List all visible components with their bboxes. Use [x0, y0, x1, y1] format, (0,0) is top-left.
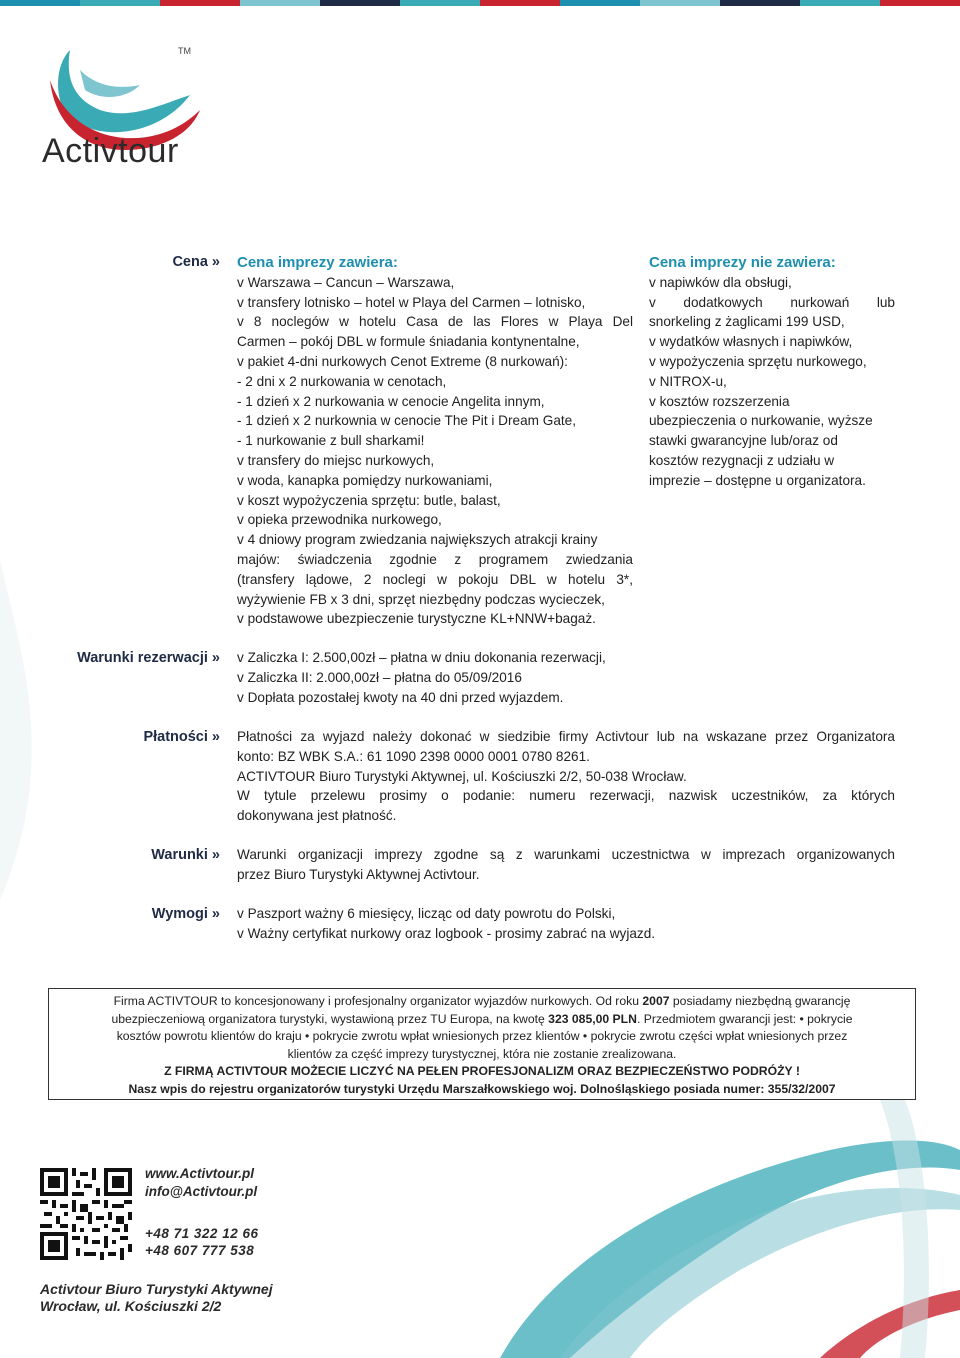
includes-line: - 1 nurkowanie z bull sharkami!: [237, 433, 425, 449]
includes-line: v Warszawa – Cancun – Warszawa,: [237, 274, 455, 290]
notice-line: Firma ACTIVTOUR to koncesjonowany i profesjonalny organizator wyjazdów nurkowych. Od roku 2007 posiadamy niezbędną gwarancję: [113, 994, 851, 1008]
warunki-line: Warunki organizacji imprezy zgodne są z warunkami uczestnictwa w imprezach organizowanych: [237, 847, 895, 862]
excludes-heading: Cena imprezy nie zawiera:: [649, 254, 836, 271]
rezerwacja-line: v Zaliczka II: 2.000,00zł – płatna do 05/09/2016: [237, 669, 522, 685]
cena-includes-block: [237, 253, 633, 629]
cena-excludes-block: [649, 253, 895, 491]
excludes-line: ubezpieczenia o nurkowanie, wyższe: [649, 413, 873, 429]
notice-line: klientów za część imprezy turystycznej, która nie zostanie zrealizowana.: [287, 1046, 677, 1061]
excludes-line: stawki gwarancyjne lub/oraz od: [649, 433, 838, 449]
includes-line: v koszt wypożyczenia sprzętu: butle, balast,: [237, 492, 501, 508]
notice-line: ubezpieczeniową organizatora turystyki, wystawioną przez TU Europa, na kwotę 323 085,00 PLN. Przedmiotem gwarancji jest: • pokrycie: [111, 1011, 853, 1026]
phone-2: +48 607 777 538: [145, 1243, 255, 1258]
section-label-platnosci: Płatności »: [143, 729, 220, 745]
notice-registry: Nasz wpis do rejestru organizatorów turystyki Urzędu Marszałkowskiego woj. Dolnośląskiego posiada numer: 355/32/2007: [128, 1081, 836, 1096]
includes-line: wyżywienie FB x 3 dni, sprzęt niezbędny podczas wycieczek,: [237, 591, 605, 607]
platnosci-line: ACTIVTOUR Biuro Turystyki Aktywnej, ul. Kościuszki 2/2, 50-038 Wrocław.: [237, 768, 687, 784]
top-color-bar: [0, 0, 960, 6]
platnosci-line: konto: BZ WBK S.A.: 61 1090 2398 0000 0001 0780 8261.: [237, 748, 590, 764]
section-label-wymogi: Wymogi »: [151, 906, 220, 922]
includes-line: - 1 dzień x 2 nurkowania w cenocie Angelita innym,: [237, 393, 545, 409]
rezerwacja-line: v Dopłata pozostałej kwoty na 40 dni przed wyjazdem.: [237, 689, 564, 705]
includes-line: majów: świadczenia zgodnie z programem zwiedzania: [237, 551, 633, 567]
includes-line: v transfery do miejsc nurkowych,: [237, 452, 435, 468]
includes-heading: Cena imprezy zawiera:: [237, 254, 398, 271]
excludes-line: kosztów rezygnacji z udziału w: [649, 452, 835, 468]
wymogi-block: [237, 904, 737, 944]
platnosci-line: Płatności za wyjazd należy dokonać w siedzibie firmy Activtour lub na wskazane przez Organizatora: [237, 729, 895, 744]
includes-line: v 8 noclegów w hotelu Casa de las Flores w Playa Del: [237, 314, 633, 330]
platnosci-block: [237, 727, 895, 826]
includes-line: v podstawowe ubezpieczenie turystyczne KL+NNW+bagaż.: [237, 611, 596, 627]
includes-line: Carmen – pokój DBL w formule śniadania kontynentalne,: [237, 334, 580, 350]
excludes-line: imprezie – dostępne u organizatora.: [649, 472, 866, 488]
includes-line: v 4 dniowy program zwiedzania największych atrakcji krainy: [237, 532, 598, 548]
qr-code-icon: [40, 1168, 132, 1260]
includes-line: v woda, kanapka pomiędzy nurkowaniami,: [237, 472, 493, 488]
warunki-line: przez Biuro Turystyki Aktywnej Activtour.: [237, 866, 480, 882]
notice-slogan: Z FIRMĄ ACTIVTOUR MOŻECIE LICZYĆ NA PEŁEN PROFESJONALIZM ORAZ BEZPIECZEŃSTWO PODRÓŻY !: [164, 1064, 800, 1079]
warunki-block: [237, 845, 895, 885]
excludes-line: v wypożyczenia sprzętu nurkowego,: [649, 353, 867, 369]
website-link[interactable]: www.Activtour.pl: [145, 1166, 255, 1181]
includes-line: - 2 dni x 2 nurkowania w cenotach,: [237, 373, 447, 389]
wymogi-line: v Ważny certyfikat nurkowy oraz logbook - prosimy zabrać na wyjazd.: [237, 925, 656, 941]
excludes-line: v wydatków własnych i napiwków,: [649, 334, 853, 350]
excludes-line: v NITROX-u,: [649, 373, 727, 389]
includes-line: (transfery lądowe, 2 noclegi w pokoju DBL w hotelu 3*,: [237, 571, 633, 587]
rezerwacja-block: [237, 648, 657, 707]
wymogi-line: v Paszport ważny 6 miesięcy, licząc od daty powrotu do Polski,: [237, 906, 616, 921]
email-link[interactable]: info@Activtour.pl: [145, 1184, 258, 1199]
company-address: Wrocław, ul. Kościuszki 2/2: [40, 1298, 222, 1314]
company-name: Activtour Biuro Turystyki Aktywnej: [40, 1281, 273, 1297]
section-label-warunki: Warunki »: [151, 847, 220, 863]
notice-line: kosztów powrotu klientów do kraju • pokrycie zwrotu wpłat wniesionych przez klientów • pokrycie zwrotu części wpłat wniesionych przez: [116, 1029, 848, 1044]
excludes-line: v kosztów rozszerzenia: [649, 393, 790, 409]
includes-line: v opieka przewodnika nurkowego,: [237, 512, 442, 528]
section-label-cena: Cena »: [172, 254, 220, 270]
rezerwacja-line: v Zaliczka I: 2.500,00zł – płatna w dniu dokonania rezerwacji,: [237, 650, 606, 665]
includes-line: - 1 dzień x 2 nurkownia w cenocie The Pit i Dream Gate,: [237, 413, 576, 429]
excludes-line: v dodatkowych nurkowań lub: [649, 294, 895, 310]
section-label-rezerwacja: Warunki rezerwacji »: [77, 650, 220, 666]
includes-line: v pakiet 4-dni nurkowych Cenot Extreme (8 nurkowań):: [237, 353, 568, 369]
brand-wordmark: Activtour: [42, 132, 179, 170]
trademark-mark: TM: [178, 46, 191, 56]
includes-line: v transfery lotnisko – hotel w Playa del Carmen – lotnisko,: [237, 294, 586, 310]
excludes-line: v napiwków dla obsługi,: [649, 274, 792, 290]
guarantee-notice-box: [48, 988, 916, 1100]
platnosci-line: W tytule przelewu prosimy o podanie: numeru rezerwacji, nazwisk uczestników, za których: [237, 788, 895, 804]
excludes-line: snorkeling z żaglicami 199 USD,: [649, 314, 845, 330]
platnosci-line: dokonywana jest płatność.: [237, 808, 397, 824]
phone-1: +48 71 322 12 66: [145, 1226, 259, 1241]
